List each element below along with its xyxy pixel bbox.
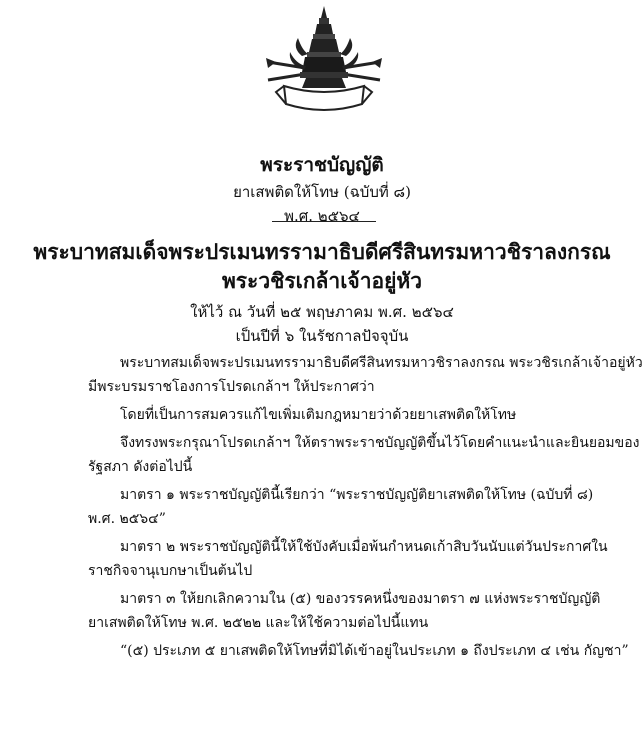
preamble-line2: มีพระบรมราชโองการโปรดเกล้าฯ ให้ประกาศว่า (88, 379, 375, 395)
section1-line1: มาตรา ๑ พระราชบัญญัตินี้เรียกว่า “พระราชบัญญัติยาเสพติดให้โทษ (ฉบับที่ ๘) (120, 487, 594, 503)
decree-subtitle: ยาเสพติดให้โทษ (ฉบับที่ ๘) (233, 183, 411, 201)
section3-line2: ยาเสพติดให้โทษ พ.ศ. ๒๕๒๒ และให้ใช้ความต่อไปนี้แทน (88, 615, 429, 631)
reason-paragraph: โดยที่เป็นการสมควรแก้ไขเพิ่มเติมกฎหมายว่าด้วยยาเสพติดให้โทษ (120, 407, 517, 423)
section3-line1: มาตรา ๓ ให้ยกเลิกความใน (๕) ของวรรคหนึ่งของมาตรา ๗ แห่งพระราชบัญญัติ (120, 591, 601, 607)
king-name-line1: พระบาทสมเด็จพระปรเมนทรรามาธิบดีศรีสินทรมหาวชิราลงกรณ (33, 239, 611, 264)
reign-year: เป็นปีที่ ๖ ในรัชกาลปัจจุบัน (235, 327, 409, 345)
decree-year: พ.ศ. ๒๕๖๔ (284, 207, 360, 225)
royal-seal-icon (262, 4, 386, 114)
section2-line1: มาตรา ๒ พระราชบัญญัตินี้ให้ใช้บังคับเมื่อพ้นกำหนดเก้าสิบวันนับแต่วันประกาศใน (120, 539, 608, 555)
title-divider (272, 221, 376, 222)
preamble-line1: พระบาทสมเด็จพระปรเมนทรรามาธิบดีศรีสินทรมหาวชิราลงกรณ พระวชิรเกล้าเจ้าอยู่หัว (120, 355, 643, 371)
enactment-line2: รัฐสภา ดังต่อไปนี้ (88, 459, 193, 475)
decree-title: พระราชบัญญัติ (260, 154, 384, 176)
section1-line2: พ.ศ. ๒๕๖๔” (88, 511, 166, 527)
given-date: ให้ไว้ ณ วันที่ ๒๕ พฤษภาคม พ.ศ. ๒๕๖๔ (190, 303, 454, 321)
section3-quote: “(๕) ประเภท ๕ ยาเสพติดให้โทษที่มิได้เข้าอยู่ในประเภท ๑ ถึงประเภท ๔ เช่น กัญชา” (120, 643, 629, 659)
king-name-line2: พระวชิรเกล้าเจ้าอยู่หัว (221, 268, 423, 293)
enactment-line1: จึงทรงพระกรุณาโปรดเกล้าฯ ให้ตราพระราชบัญญัติขึ้นไว้โดยคำแนะนำและยินยอมของ (120, 435, 640, 451)
section2-line2: ราชกิจจานุเบกษาเป็นต้นไป (88, 563, 253, 579)
